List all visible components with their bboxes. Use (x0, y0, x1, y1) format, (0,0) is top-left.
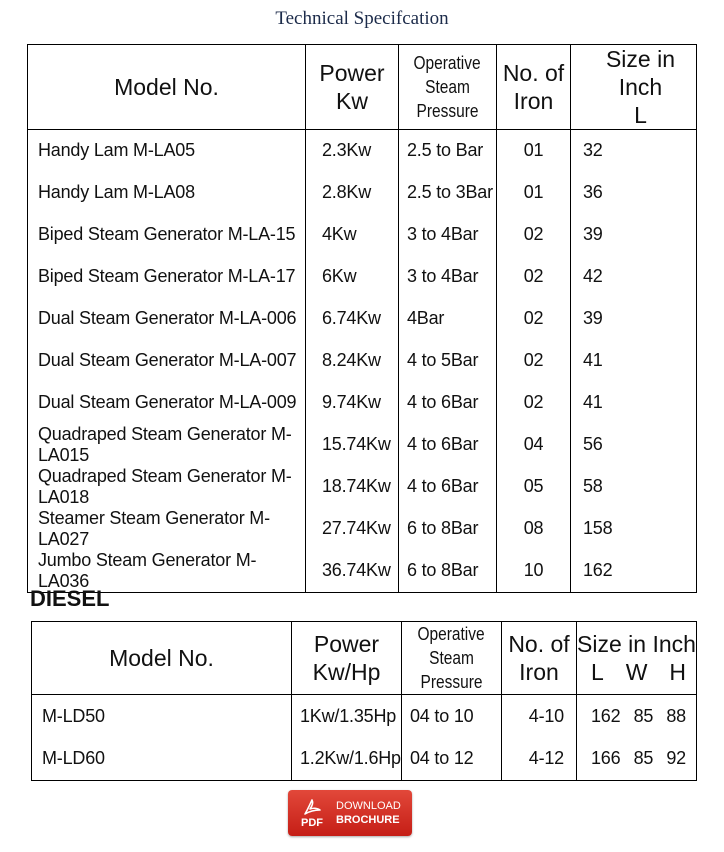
table-row (32, 738, 697, 781)
header-pressure: Operative Steam Pressure (402, 622, 502, 695)
table-row (28, 298, 697, 340)
cell-power: 2.3Kw (306, 130, 399, 172)
table-row (28, 130, 697, 172)
cell-model: M-LD50 (32, 695, 292, 738)
table-header-row (32, 622, 697, 695)
download-label: DOWNLOAD (336, 800, 401, 812)
table-row (28, 424, 697, 466)
size-l: 166 (591, 748, 621, 769)
cell-pressure: 04 to 10 (402, 695, 502, 738)
cell-size: 36 (571, 172, 697, 214)
cell-power: 2.8Kw (306, 172, 399, 214)
cell-model: Handy Lam M-LA05 (28, 130, 306, 172)
header-iron: No. of Iron (502, 622, 577, 695)
cell-model: Handy Lam M-LA08 (28, 172, 306, 214)
cell-power: 8.24Kw (306, 340, 399, 382)
table-row (28, 382, 697, 424)
header-power: Power Kw (306, 45, 399, 130)
size-l: 162 (591, 705, 621, 726)
table-header-row (28, 45, 697, 130)
diesel-section-title: DIESEL (30, 586, 110, 611)
cell-size: 58 (571, 466, 697, 508)
cell-size: 32 (571, 130, 697, 172)
cell-model: Quadraped Steam Generator M-LA018 (28, 466, 306, 508)
cell-model: Quadraped Steam Generator M-LA015 (28, 424, 306, 466)
table-row (28, 172, 697, 214)
header-size: Size in Inch L W H (577, 622, 697, 695)
cell-iron: 02 (497, 214, 571, 256)
cell-iron: 05 (497, 466, 571, 508)
cell-size (577, 738, 697, 781)
cell-pressure: 6 to 8Bar (399, 508, 497, 550)
header-power: Power Kw/Hp (292, 622, 402, 695)
pdf-label: PDF (301, 816, 323, 829)
cell-pressure: 4 to 6Bar (399, 382, 497, 424)
cell-size: 162 (571, 550, 697, 593)
cell-iron: 02 (497, 298, 571, 340)
table-row (28, 214, 697, 256)
cell-power: 27.74Kw (306, 508, 399, 550)
cell-pressure: 2.5 to Bar (399, 130, 497, 172)
cell-size: 39 (571, 214, 697, 256)
cell-model: Dual Steam Generator M-LA-009 (28, 382, 306, 424)
cell-iron: 04 (497, 424, 571, 466)
cell-iron: 01 (497, 130, 571, 172)
cell-iron: 4-10 (502, 695, 577, 738)
cell-iron: 02 (497, 340, 571, 382)
cell-iron: 01 (497, 172, 571, 214)
cell-model: Steamer Steam Generator M-LA027 (28, 508, 306, 550)
size-w: 85 (633, 705, 654, 726)
download-brochure-button[interactable] (288, 790, 412, 836)
size-w: 85 (633, 748, 654, 769)
cell-power: 6Kw (306, 256, 399, 298)
cell-power: 36.74Kw (306, 550, 399, 593)
cell-power: 9.74Kw (306, 382, 399, 424)
cell-size: 39 (571, 298, 697, 340)
cell-iron: 02 (497, 382, 571, 424)
cell-pressure: 6 to 8Bar (399, 550, 497, 593)
cell-size: 158 (571, 508, 697, 550)
cell-iron: 10 (497, 550, 571, 593)
cell-model: M-LD60 (32, 738, 292, 781)
table-row (28, 550, 697, 593)
cell-size (577, 695, 697, 738)
table-row (28, 508, 697, 550)
cell-size: 41 (571, 340, 697, 382)
header-iron: No. of Iron (497, 45, 571, 130)
cell-pressure: 4 to 6Bar (399, 424, 497, 466)
cell-iron: 4-12 (502, 738, 577, 781)
cell-model: Dual Steam Generator M-LA-007 (28, 340, 306, 382)
pdf-badge (288, 790, 336, 836)
cell-pressure: 04 to 12 (402, 738, 502, 781)
header-pressure: Operative Steam Pressure (399, 45, 497, 130)
cell-iron: 08 (497, 508, 571, 550)
header-size: Size in Inch L (571, 45, 697, 130)
petrol-spec-table (27, 44, 697, 593)
header-model: Model No. (32, 622, 292, 695)
cell-power: 1Kw/1.35Hp (292, 695, 402, 738)
table-row (28, 466, 697, 508)
table-row (32, 695, 697, 738)
header-model: Model No. (28, 45, 306, 130)
cell-pressure: 3 to 4Bar (399, 256, 497, 298)
cell-model: Biped Steam Generator M-LA-17 (28, 256, 306, 298)
cell-model: Jumbo Steam Generator M-LA036 (28, 550, 306, 593)
table-row (28, 256, 697, 298)
diesel-spec-table (31, 621, 697, 781)
cell-power: 1.2Kw/1.6Hp (292, 738, 402, 781)
cell-power: 4Kw (306, 214, 399, 256)
cell-pressure: 2.5 to 3Bar (399, 172, 497, 214)
cell-model: Dual Steam Generator M-LA-006 (28, 298, 306, 340)
cell-power: 15.74Kw (306, 424, 399, 466)
table-row (28, 340, 697, 382)
cell-model: Biped Steam Generator M-LA-15 (28, 214, 306, 256)
cell-pressure: 3 to 4Bar (399, 214, 497, 256)
cell-power: 18.74Kw (306, 466, 399, 508)
cell-size: 56 (571, 424, 697, 466)
size-h: 92 (666, 748, 686, 769)
brochure-label: BROCHURE (336, 814, 400, 826)
page-title: Technical Specifcation (275, 8, 449, 29)
cell-power: 6.74Kw (306, 298, 399, 340)
size-h: 88 (666, 705, 686, 726)
cell-size: 42 (571, 256, 697, 298)
cell-iron: 02 (497, 256, 571, 298)
adobe-pdf-icon (301, 798, 323, 816)
cell-pressure: 4Bar (399, 298, 497, 340)
cell-pressure: 4 to 6Bar (399, 466, 497, 508)
cell-pressure: 4 to 5Bar (399, 340, 497, 382)
cell-size: 41 (571, 382, 697, 424)
